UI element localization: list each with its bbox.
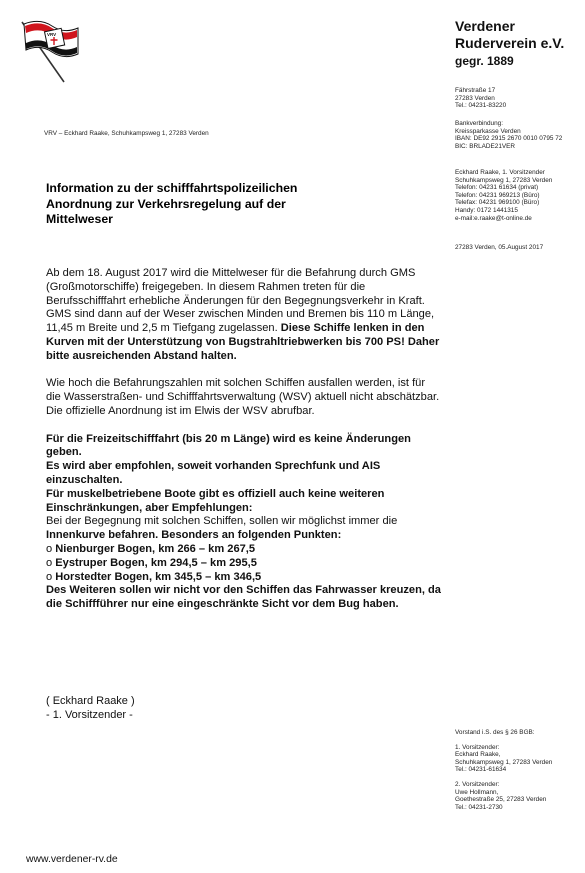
contact-details <box>455 169 552 222</box>
paragraph: Bei der Begegnung mit solchen Schiffen, sollen wir möglichst immer die <box>46 515 398 528</box>
list-item <box>46 543 441 557</box>
list-item-text: Nienburger Bogen, km 266 – km 267,5 <box>55 542 256 555</box>
signature-role: - 1. Vorsitzender - <box>46 709 133 721</box>
board-line: 1. Vorsitzender: <box>455 743 500 751</box>
board-title: Vorstand i.S. des § 26 BGB: <box>455 729 535 736</box>
org-name-line1: Verdener <box>455 18 515 34</box>
contact-line: Telefax: 04231 969100 (Büro) <box>455 199 540 207</box>
contact-line: Telefon: 04231 969213 (Büro) <box>455 191 540 199</box>
contact-line: Handy: 0172 1441315 <box>455 206 518 214</box>
board-line: Schuhkampsweg 1, 27283 Verden <box>455 758 553 766</box>
board-line: Goethestraße 25, 27283 Verden <box>455 796 547 804</box>
paragraph: Ab dem 18. August 2017 wird die Mittelweser für die Befahrung durch GMS (Großmotorschiffe) freigegeben. In diesem Rahmen treten für die Berufsschifffahrt erhebliche Änderungen für den Begegnungsverkehr in Kraft. <box>46 267 425 307</box>
bank-details <box>455 120 562 150</box>
board-line: Tel.: 04231-61634 <box>455 766 507 774</box>
logo-text: VRV <box>47 32 57 37</box>
letter-date: 27283 Verden, 05.August 2017 <box>455 244 544 251</box>
bullet: o <box>46 542 53 555</box>
address-line: Fährstraße 17 <box>455 87 496 94</box>
list-item-text: Horstedter Bogen, km 345,5 – km 346,5 <box>55 570 262 583</box>
org-founded: gegr. 1889 <box>455 54 514 68</box>
contact-line: Eckhard Raake, 1. Vorsitzender <box>455 169 545 176</box>
bullet: o <box>46 556 53 569</box>
board-line: Uwe Hollmann, <box>455 788 499 796</box>
paragraph <box>46 308 441 363</box>
bank-line: Bankverbindung: <box>455 120 503 127</box>
paragraph: Für die Freizeitschifffahrt (bis 20 m Länge) wird es keine Änderungen geben. <box>46 432 411 459</box>
contact-line: Telefon: 04231 61634 (privat) <box>455 184 539 192</box>
board-members <box>455 729 552 811</box>
flag-icon <box>18 16 80 86</box>
letter-subject: Information zu der schifffahrtspolizeilichen Anordnung zur Verkehrsregelung auf der Mittelweser <box>46 181 298 226</box>
list-item-text: Eystruper Bogen, km 294,5 – km 295,5 <box>55 556 257 569</box>
website-url: www.verdener-rv.de <box>26 854 118 865</box>
bank-line: BIC: BRLADE21VER <box>455 142 516 150</box>
list-item <box>46 557 441 571</box>
bank-line: Kreissparkasse Verden <box>455 127 521 135</box>
paragraph: Wie hoch die Befahrungszahlen mit solchen Schiffen ausfallen werden, ist für die Wasserstraßen- und Schifffahrtsverwaltung (WSV) aktuell nicht abschätzbar. <box>46 377 440 404</box>
board-line: 2. Vorsitzender: <box>455 780 500 788</box>
paragraph-text: GMS sind dann auf der Weser zwischen Minden und Bremen bis 110 m Länge, 11,45 m Breite und 2,5 m Tiefgang zugelassen. <box>46 308 435 335</box>
board-line: Tel.: 04231-2730 <box>455 803 503 811</box>
org-name <box>455 18 583 52</box>
address-line: 27283 Verden <box>455 94 495 102</box>
paragraph: Innenkurve befahren. Besonders an folgenden Punkten: <box>46 529 342 542</box>
org-name-line2: Ruderverein e.V. <box>455 35 565 51</box>
paragraph: Des Weiteren sollen wir nicht vor den Schiffen das Fahrwasser kreuzen, da die Schiffführer nur eine eingeschränkte Sicht vor dem Bug haben. <box>46 584 441 611</box>
paragraph-emphasis: Diese Schiffe lenken in den Kurven mit der Unterstützung von Bugstrahltriebwerken bis 700 PS! Daher bitte ausreichenden Abstand halten. <box>46 322 440 362</box>
board-line: Eckhard Raake, <box>455 751 501 759</box>
contact-line: e-mail:e.raake@t-online.de <box>455 214 532 222</box>
paragraph: Die offizielle Anordnung ist im Elwis der WSV abrufbar. <box>46 404 315 417</box>
return-address: VRV – Eckhard Raake, Schuhkampsweg 1, 27283 Verden <box>44 130 209 137</box>
letter-body <box>46 267 441 612</box>
signature-name: ( Eckhard Raake ) <box>46 695 135 707</box>
list-item <box>46 571 441 585</box>
bullet: o <box>46 570 53 583</box>
club-address <box>455 87 506 110</box>
bank-line: IBAN: DE92 2915 2670 0010 0795 72 <box>455 135 563 143</box>
paragraph: Für muskelbetriebene Boote gibt es offiziell auch keine weiteren Einschränkungen, aber Empfehlungen: <box>46 487 385 514</box>
paragraph: Es wird aber empfohlen, soweit vorhanden Sprechfunk und AIS einzuschalten. <box>46 460 381 486</box>
signature-block <box>46 694 135 722</box>
contact-line: Schuhkampsweg 1, 27283 Verden <box>455 176 553 184</box>
address-line: Tel.: 04231-83220 <box>455 102 507 110</box>
